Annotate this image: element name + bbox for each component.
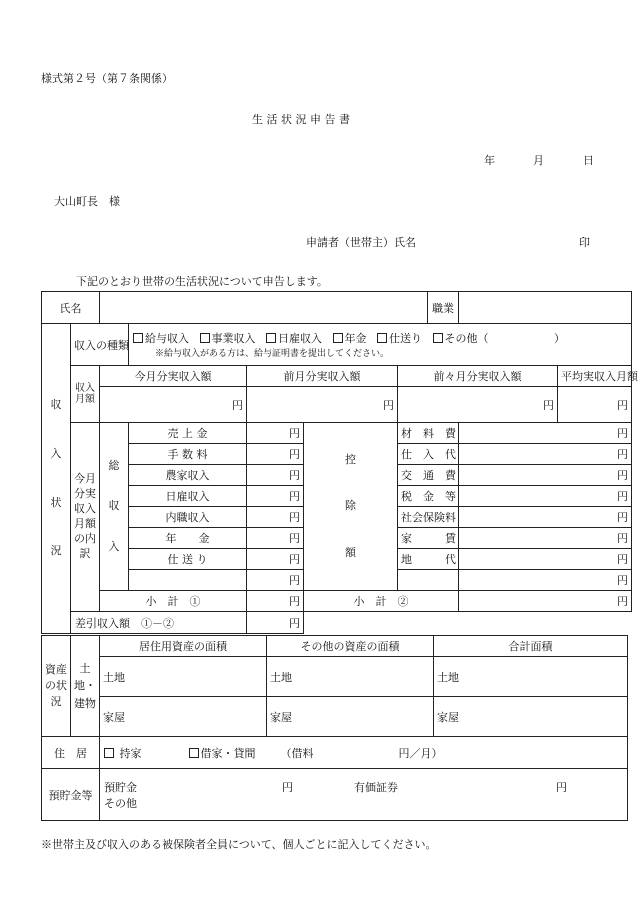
col-last-month: 前月分実収入額 (247, 366, 398, 387)
deposit-label: 預貯金 (104, 780, 137, 794)
gross-amount[interactable]: 円 (247, 528, 304, 549)
income-types-label: 収入の種類 (71, 324, 129, 366)
checkbox-daily-labor[interactable]: 日雇収入 (266, 332, 322, 345)
gross-amount[interactable]: 円 (247, 486, 304, 507)
deduct-amount[interactable]: 円 (459, 570, 632, 591)
net-income-amount[interactable]: 円 (247, 612, 304, 634)
occupation-field[interactable] (459, 292, 632, 324)
footer-note: ※世帯主及び収入のある被保険者全員について、個人ごとに記入してください。 (41, 838, 437, 851)
document-title: 生 活 状 況 申 告 書 (252, 113, 350, 126)
col-average: 平均実収入月額 (558, 366, 632, 387)
rent-fee-label: （借料 (280, 746, 314, 760)
status-form-table (41, 291, 638, 634)
name-label: 氏名 (42, 292, 100, 324)
checkbox-other[interactable]: その他（ (433, 332, 489, 345)
checkbox-salary[interactable]: 給与収入 (133, 332, 189, 345)
deduct-amount[interactable]: 円 (459, 444, 632, 465)
gross-amount[interactable]: 円 (247, 507, 304, 528)
other-savings-label[interactable]: その他 (104, 796, 137, 810)
savings-label: 預貯金等 (42, 769, 100, 821)
occupation-label: 職業 (428, 292, 459, 324)
residential-house-field[interactable]: 家屋 (100, 697, 267, 737)
gross-item: 売 上 金 (129, 423, 247, 444)
deduct-amount[interactable]: 円 (459, 465, 632, 486)
gross-item: 仕 送 り (129, 549, 247, 570)
deduct-item: 税 金 等 (398, 486, 459, 507)
deduct-item: 家 賃 (398, 528, 459, 549)
securities-yen[interactable]: 円 (556, 780, 567, 794)
form-number: 様式第２号（第７条関係） (41, 72, 173, 85)
deduct-item: 材 料 費 (398, 423, 459, 444)
name-field[interactable] (100, 292, 428, 324)
col-two-months-ago: 前々月分実収入額 (398, 366, 558, 387)
residential-land-field[interactable]: 土地 (100, 657, 267, 697)
land-building-label: 土地・建物 (71, 636, 100, 737)
seal-mark: 印 (579, 236, 590, 249)
income-section-label: 収 入 状 況 (42, 324, 71, 634)
deduct-item-blank[interactable] (398, 570, 459, 591)
breakdown-label: 今月分実収入月額の内訳 (71, 423, 100, 612)
gross-item: 日雇収入 (129, 486, 247, 507)
monthly-income-label: 収入月額 (71, 366, 100, 423)
total-house-field[interactable]: 家屋 (434, 697, 628, 737)
gross-amount[interactable]: 円 (247, 465, 304, 486)
deduct-item: 仕 入 代 (398, 444, 459, 465)
two-months-ago-amount[interactable]: 円 (398, 387, 558, 423)
deduct-subtotal-amount[interactable]: 円 (459, 591, 632, 612)
gross-amount[interactable]: 円 (247, 570, 304, 591)
gross-amount[interactable]: 円 (247, 423, 304, 444)
rent-per-month: 円／月） (398, 746, 443, 760)
average-amount[interactable]: 円 (558, 387, 632, 423)
checkbox-business[interactable]: 事業収入 (200, 332, 256, 345)
deduct-item: 社会保険料 (398, 507, 459, 528)
residence-label: 住 居 (42, 737, 100, 769)
other-land-field[interactable]: 土地 (267, 657, 434, 697)
gross-income-label: 総 収 入 (100, 423, 129, 591)
deduction-label: 控 除 額 (304, 423, 398, 591)
total-land-field[interactable]: 土地 (434, 657, 628, 697)
intro-text: 下記のとおり世帯の生活状況について申告します。 (76, 275, 328, 288)
date-year-label: 年 (484, 154, 495, 167)
gross-amount[interactable]: 円 (247, 444, 304, 465)
assets-section-label: 資産の状況 (42, 636, 71, 737)
deduct-subtotal-label: 小 計 ② (304, 591, 459, 612)
gross-item: 年 金 (129, 528, 247, 549)
deduct-amount[interactable]: 円 (459, 486, 632, 507)
col-this-month: 今月分実収入額 (100, 366, 247, 387)
col-total-area: 合計面積 (434, 636, 628, 657)
securities-label: 有価証券 (354, 780, 398, 794)
last-month-amount[interactable]: 円 (247, 387, 398, 423)
col-other-area: その他の資産の面積 (267, 636, 434, 657)
col-residential-area: 居住用資産の面積 (100, 636, 267, 657)
salary-note: ※給与収入がある方は、給与証明書を提出してください。 (155, 349, 390, 359)
deposit-yen[interactable]: 円 (282, 780, 293, 794)
gross-item: 農家収入 (129, 465, 247, 486)
assets-table (41, 635, 628, 821)
deduct-amount[interactable]: 円 (459, 549, 632, 570)
residence-options (100, 737, 628, 769)
date-month-label: 月 (533, 154, 544, 167)
gross-item-blank[interactable] (129, 570, 247, 591)
applicant-label: 申請者（世帯主）氏名 (306, 236, 416, 249)
checkbox-pension[interactable]: 年金 (333, 332, 367, 345)
checkbox-allowance[interactable]: 仕送り (377, 332, 422, 345)
gross-amount[interactable]: 円 (247, 549, 304, 570)
net-income-label: 差引収入額 ①－② (71, 612, 247, 634)
gross-subtotal-label: 小 計 ① (100, 591, 247, 612)
deduct-amount[interactable]: 円 (459, 528, 632, 549)
date-day-label: 日 (583, 154, 594, 167)
income-types-options: 給与収入 事業収入 日雇収入 年金 仕送り その他（ ） ※給与収入がある方は、給与証明書を提出してください。 (129, 324, 632, 366)
checkbox-rental[interactable]: 借家・貸間 (189, 747, 256, 760)
deduct-item: 交 通 費 (398, 465, 459, 486)
this-month-amount[interactable]: 円 (100, 387, 247, 423)
gross-item: 手 数 料 (129, 444, 247, 465)
deduct-amount[interactable]: 円 (459, 507, 632, 528)
savings-fields (100, 769, 628, 821)
deduct-item: 地 代 (398, 549, 459, 570)
deduct-amount[interactable]: 円 (459, 423, 632, 444)
checkbox-own-home[interactable]: 持家 (104, 747, 142, 760)
gross-item: 内職収入 (129, 507, 247, 528)
other-house-field[interactable]: 家屋 (267, 697, 434, 737)
gross-subtotal-amount[interactable]: 円 (247, 591, 304, 612)
addressee: 大山町長 様 (54, 195, 120, 208)
